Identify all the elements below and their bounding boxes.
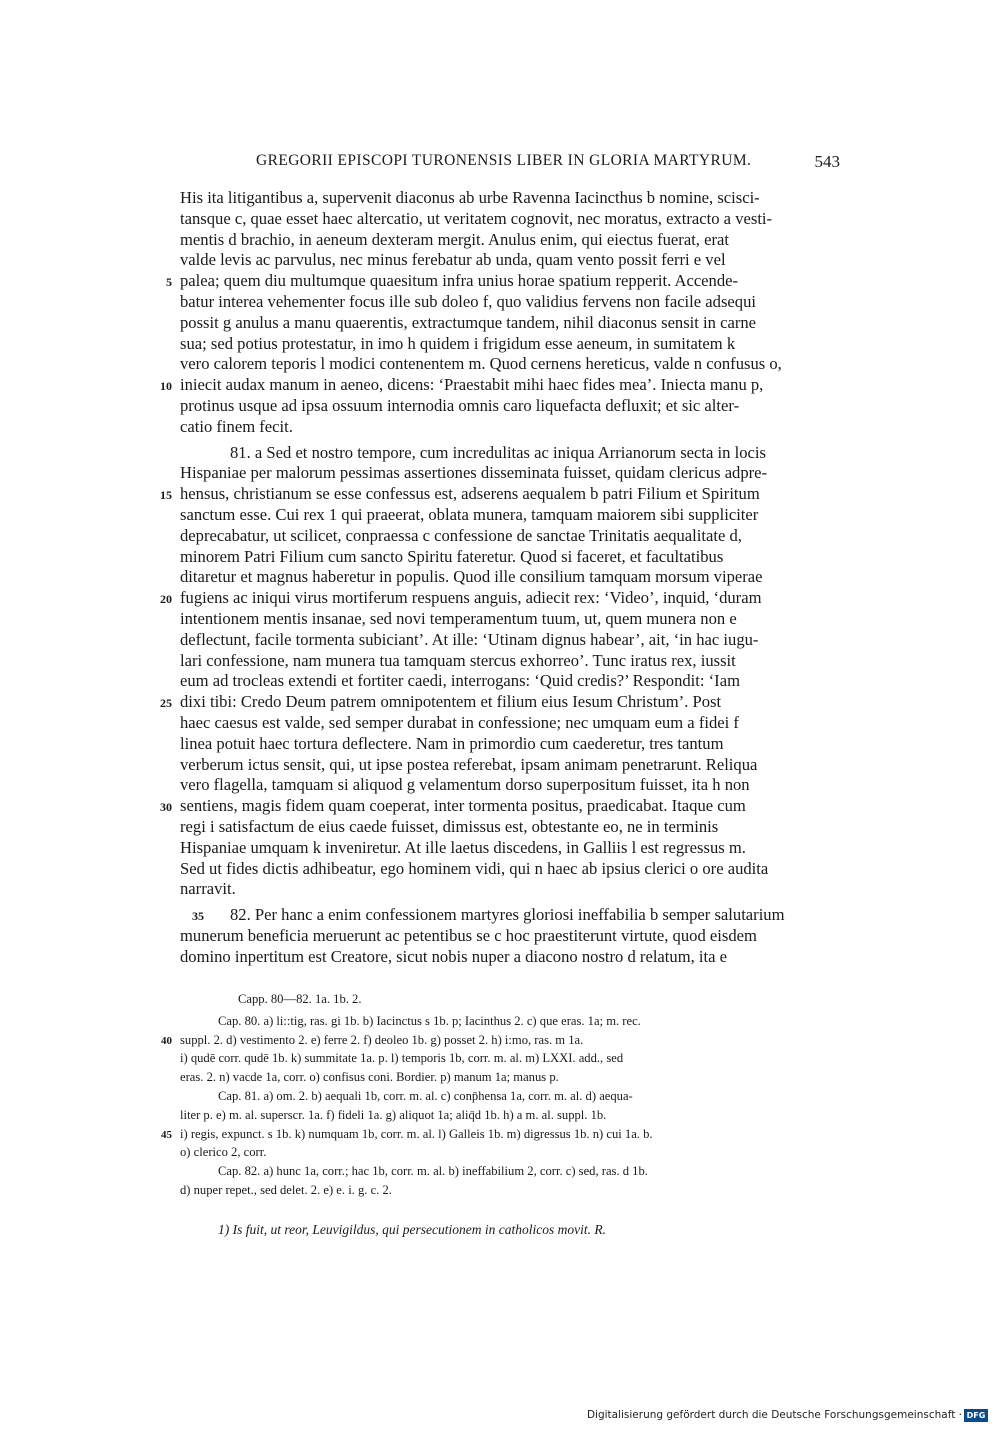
text-line — [160, 588, 840, 609]
apparatus-line-text: i) qudē corr. qudē 1b. k) summitate 1a. p. l) temporis 1b, corr. m. al. m) LXXI. add., sed — [180, 1051, 624, 1066]
text-line-text: palea; quem diu multumque quaesitum infra unius horae spatium repperit. Accende- — [180, 271, 739, 291]
text-line-text: haec caesus est valde, sed semper durabat in confessione; nec umquam eum a fidei f — [180, 712, 739, 732]
apparatus-line-text: Cap. 80. a) li::tig, ras. gi 1b. b) Iacinctus s 1b. p; Iacinthus 2. c) que eras. 1a; m. rec. — [218, 1013, 641, 1028]
text-line — [180, 947, 840, 968]
funding-notice: Digitalisierung gefördert durch die Deutsche Forschungsgemeinschaft · — [586, 1409, 962, 1421]
text-line — [180, 505, 840, 526]
text-line — [180, 334, 840, 355]
text-line — [180, 230, 840, 251]
text-line-text: dixi tibi: Credo Deum patrem omnipotentem et filium eius Iesum Christum’. Post — [180, 692, 722, 712]
text-line — [180, 313, 840, 334]
text-line-text: catio finem fecit. — [180, 416, 293, 436]
text-line — [180, 671, 840, 692]
critical-apparatus — [161, 990, 840, 1200]
text-line-text: regi i satisfactum de eius caede fuisset, dimissus est, obtestante eo, ne in terminis — [180, 816, 719, 836]
text-line-text: narravit. — [180, 879, 236, 899]
text-line-text: 81. a Sed et nostro tempore, cum incredulitas ac iniqua Arrianorum secta in locis — [230, 442, 766, 462]
text-line-text: batur interea vehementer focus ille sub doleo f, quo validius fervens non facile adsequi — [180, 291, 756, 311]
apparatus-line-text: Cap. 81. a) om. 2. b) aequali 1b, corr. m. al. c) conp̄hensa 1a, corr. m. al. d) aequa- — [218, 1088, 633, 1103]
text-line-text: fugiens ac iniqui virus mortiferum respuens anguis, adiecit rex: ‘Video’, inquid, ‘duram — [180, 588, 762, 608]
apparatus-line-text: liter p. e) m. al. superscr. 1a. f) fideli 1a. g) aliquot 1a; aliq̄d 1b. h) a m. al. suppl. 1b. — [180, 1107, 607, 1122]
text-line-text: hensus, christianum se esse confessus est, adserens aequalem b patri Filium et Spiritum — [180, 484, 760, 504]
apparatus-line — [180, 1162, 840, 1181]
text-line-text: linea potuit haec tortura deflectere. Nam in primordio cum caederetur, tres tantum — [180, 733, 724, 753]
text-line — [180, 292, 840, 313]
text-line — [180, 775, 840, 796]
apparatus-line — [161, 1125, 840, 1144]
line-number: 45 — [161, 1128, 172, 1141]
apparatus-line — [180, 1143, 840, 1162]
text-line-text: Hispaniae umquam k inveniretur. At ille laetus discedens, in Galliis l est regressus m. — [180, 837, 746, 857]
text-line-text: verberum ictus sensit, qui, ut ipse postea referebat, ipsam animam penetrarunt. Reliqua — [180, 754, 758, 774]
page-number: 543 — [814, 152, 840, 171]
text-line — [180, 859, 840, 880]
text-line-text: tansque c, quae esset haec altercatio, ut veritatem cognovit, nec moratus, extracto a vesti- — [180, 208, 773, 228]
text-line-text: munerum beneficia meruerunt ac petentibus se c hoc praestiterunt virtute, quod eisdem — [180, 925, 757, 945]
text-line-text: intentionem mentis insanae, sed novi temperamentum tuum, ut, quem munera non e — [180, 608, 737, 628]
text-line — [180, 713, 840, 734]
text-line — [180, 734, 840, 755]
text-line — [180, 188, 840, 209]
text-line — [180, 755, 840, 776]
text-line — [180, 567, 840, 588]
line-number: 35 — [192, 909, 204, 924]
apparatus-line — [180, 1068, 840, 1087]
line-number: 40 — [161, 1034, 172, 1047]
text-line-text: deflectunt, facile tormenta subiciant’. At ille: ‘Utinam dignus habear’, ait, ‘in hac iugu- — [180, 629, 759, 649]
apparatus-line — [180, 1181, 840, 1200]
page-header — [180, 152, 840, 178]
apparatus-line-text: d) nuper repet., sed delet. 2. e) e. i. g. c. 2. — [180, 1182, 392, 1197]
text-line — [160, 484, 840, 505]
text-line — [180, 905, 840, 926]
text-line-text: sua; sed potius protestatur, in imo h quidem i frigidum esse aeneum, in sumitatem k — [180, 333, 736, 353]
text-line-text: ditaretur et magnus haberetur in populis. Quod ille consilium tamquam morsum viperae — [180, 567, 763, 587]
text-line-text: domino inpertitum est Creatore, sicut nobis nuper a diacono nostro d relatum, ita e — [180, 946, 728, 966]
text-line — [180, 547, 840, 568]
text-line-text: minorem Patri Filium cum sancto Spiritu fateretur. Quod si faceret, et facultatibus — [180, 546, 724, 566]
text-line — [180, 630, 840, 651]
text-line — [180, 879, 840, 900]
text-line-text: Sed ut fides dictis adhibeatur, ego hominem vidi, qui n haec ab ipsius clerici o ore audita — [180, 858, 769, 878]
text-line-text: sanctum esse. Cui rex 1 qui praeerat, oblata munera, tamquam maiorem sibi suppliciter — [180, 504, 759, 524]
apparatus-line — [180, 1087, 840, 1106]
text-line-text: protinus usque ad ipsa ossuum internodia omnis caro liquefacta defluxit; et sic alter- — [180, 395, 740, 415]
main-text — [160, 188, 840, 967]
apparatus-line — [180, 1049, 840, 1068]
text-line — [180, 417, 840, 438]
line-number: 15 — [160, 488, 172, 503]
apparatus-line-text: Cap. 82. a) hunc 1a, corr.; hac 1b, corr. m. al. b) ineffabilium 2, corr. c) sed, ras. d 1b. — [218, 1164, 648, 1179]
line-number: 25 — [160, 696, 172, 711]
footnote: 1) Is fuit, ut reor, Leuvigildus, qui persecutionem in catholicos movit. R. — [218, 1222, 606, 1237]
apparatus-line-text: o) clerico 2, corr. — [180, 1145, 267, 1160]
apparatus-line — [180, 1012, 840, 1031]
text-line — [180, 526, 840, 547]
text-line — [180, 651, 840, 672]
text-line — [180, 250, 840, 271]
text-line-text: eum ad trocleas extendi et fortiter caedi, interrogans: ‘Quid credis?’ Respondit: ‘Iam — [180, 671, 740, 691]
apparatus-line-text: Capp. 80—82. 1a. 1b. 2. — [238, 992, 362, 1006]
text-line-text: possit g anulus a manu quaerentis, extractumque tandem, nihil diaconus sensit in carne — [180, 312, 757, 332]
line-number: 10 — [160, 379, 172, 394]
apparatus-line — [180, 1106, 840, 1125]
text-line — [160, 692, 840, 713]
text-line — [180, 209, 840, 230]
text-line-text: vero calorem teporis l modici contenentem m. Quod cernens hereticus, valde n confusus o, — [180, 354, 782, 374]
text-line-text: valde levis ac parvulus, nec minus ferebatur ab unda, quam vento possit ferri e vel — [180, 250, 726, 270]
text-line — [180, 354, 840, 375]
text-line-text: vero flagella, tamquam si aliquod g velamentum dorso superpositum fuisset, ita h non — [180, 775, 750, 795]
text-line-text: Hispaniae per malorum pessimas assertiones disseminata fuisset, quidam clericus adpre- — [180, 463, 768, 483]
line-number: 5 — [166, 275, 172, 290]
apparatus-line-text: eras. 2. n) vacde 1a, corr. o) confisus coni. Bordier. p) manum 1a; manus p. — [180, 1070, 559, 1085]
text-line — [180, 926, 840, 947]
text-line — [180, 396, 840, 417]
apparatus-line-text: suppl. 2. d) vestimento 2. e) ferre 2. f) deoleo 1b. g) posset 2. h) i:mo, ras. m 1a. — [180, 1032, 584, 1047]
text-line — [180, 443, 840, 464]
text-line-text: mentis d brachio, in aeneum dexteram mergit. Anulus enim, qui eiectus fuerat, erat — [180, 229, 729, 249]
text-line — [180, 463, 840, 484]
text-line-text: deprecabatur, ut scilicet, conpraessa c confessione de sanctae Trinitatis aequalitate d, — [180, 525, 742, 545]
text-line — [180, 817, 840, 838]
text-line — [166, 271, 840, 292]
apparatus-line-text: i) regis, expunct. s 1b. k) numquam 1b, corr. m. al. l) Galleis 1b. m) digressus 1b. n) cui 1a. b. — [180, 1126, 653, 1141]
text-line-text: lari confessione, nam munera tua tamquam stercus exhorreo’. Tunc iratus rex, iussit — [180, 650, 736, 670]
text-line-text: His ita litigantibus a, supervenit diaconus ab urbe Ravenna Iacincthus b nomine, scisci- — [180, 188, 760, 207]
text-line — [160, 796, 840, 817]
text-line-text: iniecit audax manum in aeneo, dicens: ‘Praestabit mihi haec fides mea’. Iniecta manu p, — [180, 375, 764, 395]
apparatus-line — [180, 990, 840, 1009]
text-line — [160, 375, 840, 396]
line-number: 20 — [160, 592, 172, 607]
text-line-text: 82. Per hanc a enim confessionem martyres gloriosi ineffabilia b semper salutarium — [230, 905, 785, 925]
dfg-logo-icon: DFG — [964, 1409, 988, 1422]
running-head: GREGORII EPISCOPI TURONENSIS LIBER IN GLORIA MARTYRUM. — [256, 152, 752, 169]
line-number: 30 — [160, 800, 172, 815]
apparatus-line — [161, 1031, 840, 1050]
text-line-text: sentiens, magis fidem quam coeperat, inter tormenta positus, praedicabat. Itaque cum — [180, 796, 746, 816]
text-line — [180, 609, 840, 630]
text-line — [180, 838, 840, 859]
